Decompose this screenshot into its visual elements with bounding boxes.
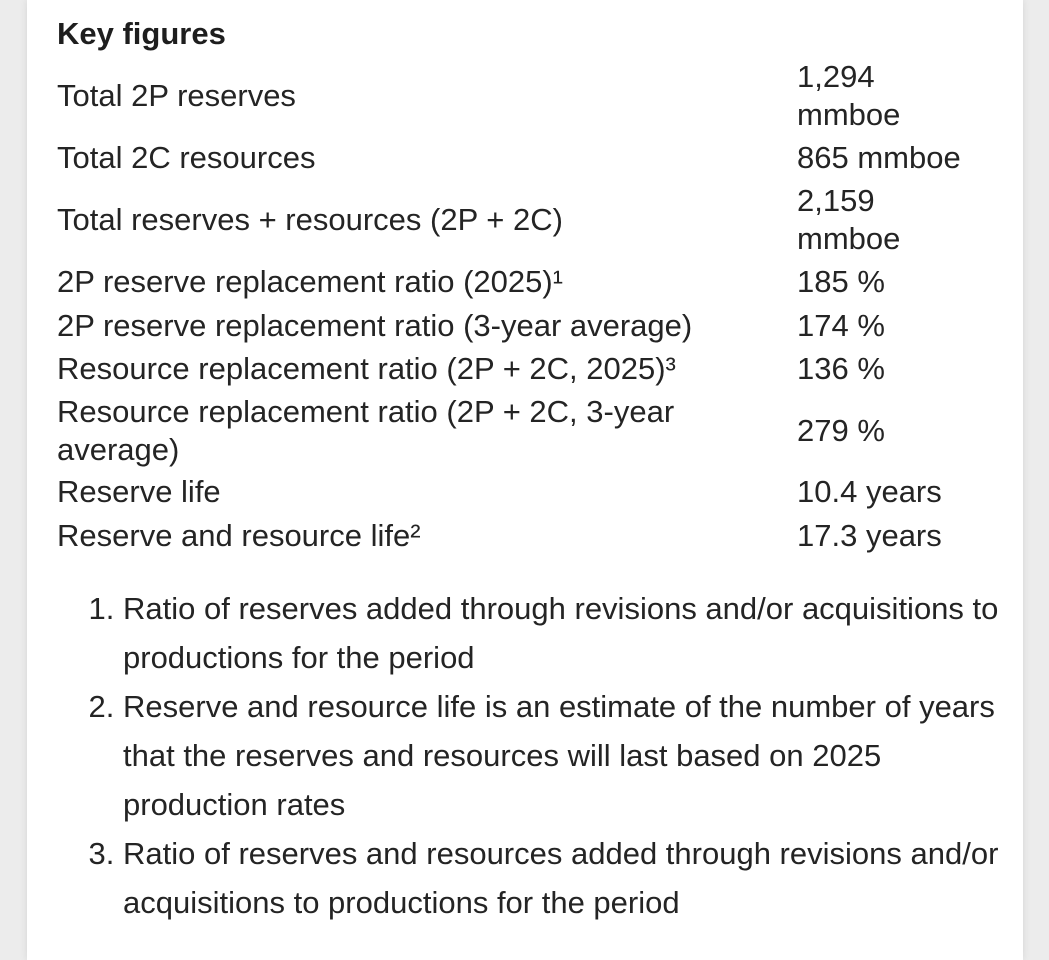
row-value: 10.4 years bbox=[797, 474, 942, 509]
table-row bbox=[57, 306, 977, 346]
table-row bbox=[57, 134, 977, 182]
row-label: Resource replacement ratio (2P + 2C, 2025)³ bbox=[57, 351, 676, 386]
row-label: Total reserves + resources (2P + 2C) bbox=[57, 202, 563, 237]
table-row bbox=[57, 58, 977, 134]
table-row bbox=[57, 392, 977, 470]
table-row bbox=[57, 346, 977, 392]
row-value: 865 mmboe bbox=[797, 140, 961, 175]
row-label: Reserve life bbox=[57, 474, 221, 509]
table-row bbox=[57, 470, 977, 514]
row-value: 136 % bbox=[797, 351, 885, 386]
row-value: 279 % bbox=[797, 413, 885, 448]
footnote-item: 2. Reserve and resource life is an estimate of the number of years that the reserves and resources will last based on 2025 production rates bbox=[123, 682, 1003, 829]
row-label: Reserve and resource life² bbox=[57, 518, 421, 553]
key-figures-table bbox=[57, 58, 977, 558]
key-figures-card bbox=[27, 0, 1023, 960]
footnotes-list bbox=[85, 584, 1003, 927]
footnote-item: 1. Ratio of reserves added through revisions and/or acquisitions to productions for the period bbox=[123, 584, 1003, 682]
row-value: 2,159 mmboe bbox=[797, 183, 901, 256]
table-row bbox=[57, 258, 977, 306]
row-value: 1,294 mmboe bbox=[797, 59, 901, 132]
row-label: Total 2C resources bbox=[57, 140, 316, 175]
table-row bbox=[57, 514, 977, 558]
row-value: 17.3 years bbox=[797, 518, 942, 553]
footnote-item: 3. Ratio of reserves and resources added through revisions and/or acquisitions to productions for the period bbox=[123, 829, 1003, 927]
key-figures-heading: Key figures bbox=[57, 16, 226, 51]
table-row bbox=[57, 182, 977, 258]
row-label: Resource replacement ratio (2P + 2C, 3-year average) bbox=[57, 394, 675, 467]
row-label: Total 2P reserves bbox=[57, 78, 296, 113]
row-label: 2P reserve replacement ratio (2025)¹ bbox=[57, 264, 564, 299]
row-label: 2P reserve replacement ratio (3-year average) bbox=[57, 308, 693, 343]
row-value: 174 % bbox=[797, 308, 885, 343]
row-value: 185 % bbox=[797, 264, 885, 299]
